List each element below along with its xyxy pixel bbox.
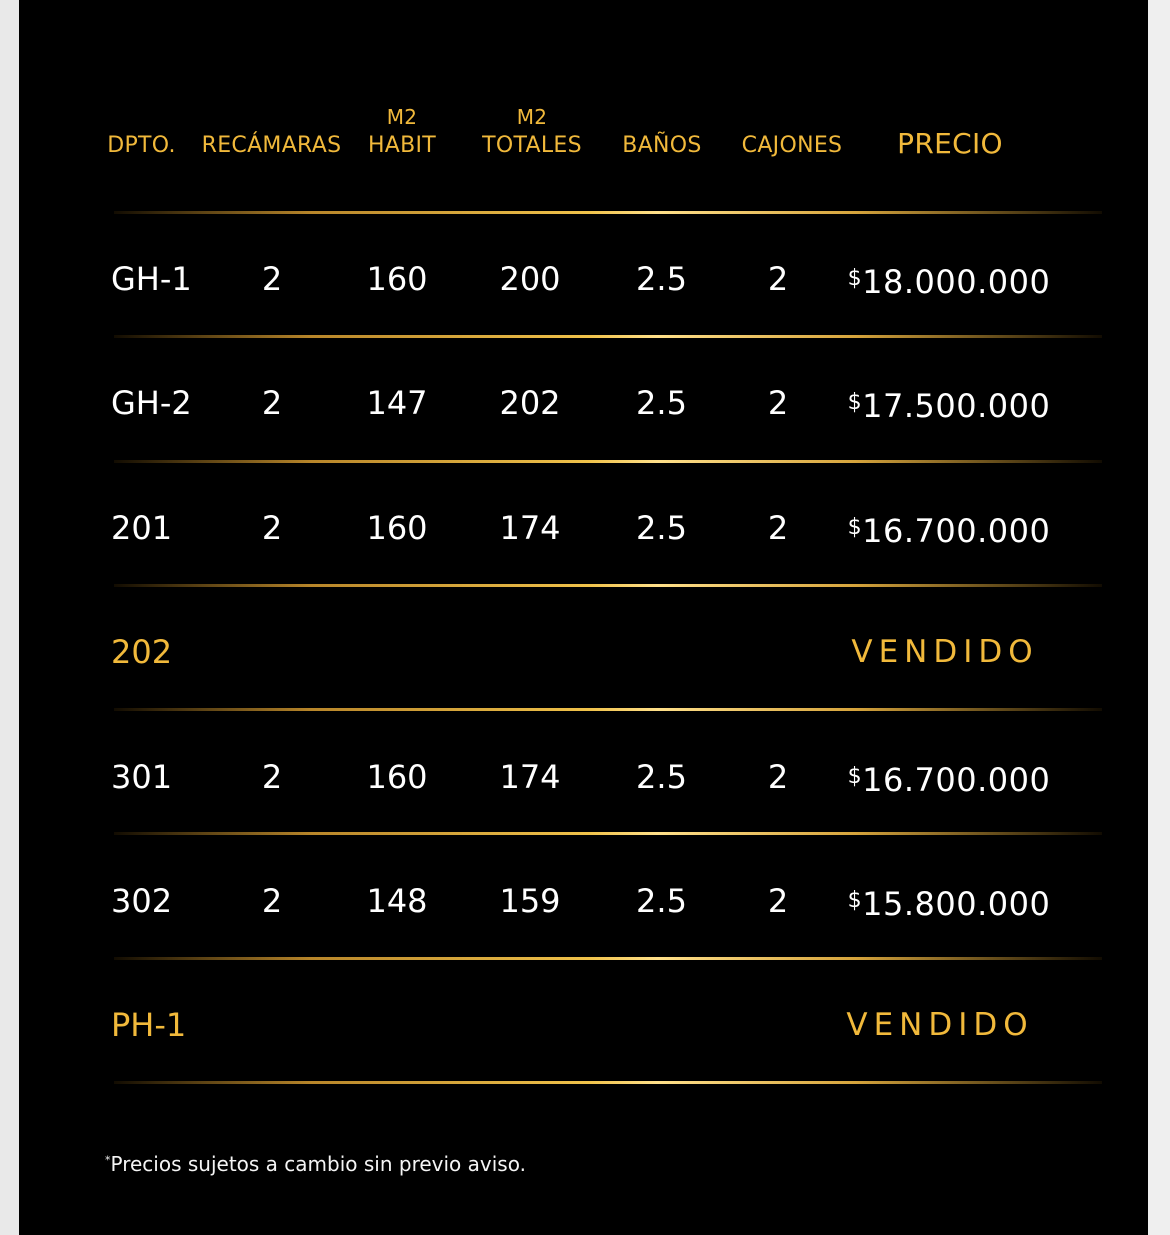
cell-m2-habit: 148 (366, 882, 428, 920)
cell-m2-totales: 159 (499, 882, 561, 920)
cell-banos: 2.5 (636, 758, 687, 796)
table-row (19, 259, 1148, 299)
header-m2-habit (354, 103, 450, 161)
header-recamaras: RECÁMARAS (201, 133, 342, 158)
sold-label: VENDIDO (851, 634, 1039, 670)
cell-recamaras: 2 (261, 758, 283, 796)
cell-dpto: 201 (111, 509, 173, 547)
price-list-page (19, 0, 1148, 1235)
currency-symbol: $ (847, 515, 863, 540)
header-dpto: DPTO. (107, 133, 176, 158)
cell-m2-habit: 160 (366, 260, 428, 298)
cell-recamaras: 2 (261, 509, 283, 547)
cell-recamaras: 2 (261, 260, 283, 298)
cell-banos: 2.5 (636, 509, 687, 547)
price-value: 16.700.000 (862, 512, 1051, 550)
cell-m2-totales: 174 (499, 758, 561, 796)
cell-m2-totales: 174 (499, 509, 561, 547)
divider (114, 211, 1102, 214)
table-row-sold (19, 632, 1148, 672)
cell-precio (834, 508, 1064, 551)
currency-symbol: $ (847, 764, 863, 789)
price-value: 17.500.000 (862, 387, 1051, 425)
header-cajones: CAJONES (741, 133, 843, 158)
cell-m2-totales: 202 (499, 384, 561, 422)
header-m2-habit-unit: M2 (386, 105, 418, 129)
cell-m2-habit: 147 (366, 384, 428, 422)
cell-precio (834, 881, 1064, 924)
cell-cajones: 2 (767, 509, 789, 547)
cell-precio (834, 757, 1064, 800)
header-banos: BAÑOS (622, 133, 702, 158)
price-value: 16.700.000 (862, 761, 1051, 799)
header-m2-habit-label: HABIT (367, 133, 437, 158)
divider (114, 832, 1102, 835)
table-row-sold (19, 1005, 1148, 1045)
cell-m2-habit: 160 (366, 758, 428, 796)
price-value: 15.800.000 (862, 885, 1051, 923)
cell-cajones: 2 (767, 384, 789, 422)
cell-dpto: GH-2 (111, 384, 192, 422)
divider (114, 460, 1102, 463)
cell-banos: 2.5 (636, 384, 687, 422)
cell-m2-totales: 200 (499, 260, 561, 298)
header-m2-totales (469, 103, 595, 161)
divider (114, 957, 1102, 960)
footnote-marker: * (105, 1153, 111, 1167)
cell-precio (834, 259, 1064, 302)
cell-dpto: GH-1 (111, 260, 192, 298)
cell-dpto: PH-1 (111, 1006, 187, 1044)
cell-m2-habit: 160 (366, 509, 428, 547)
divider (114, 708, 1102, 711)
cell-banos: 2.5 (636, 260, 687, 298)
cell-precio (834, 383, 1064, 426)
divider (114, 584, 1102, 587)
header-m2-totales-label: TOTALES (482, 133, 582, 158)
currency-symbol: $ (847, 266, 863, 291)
cell-banos: 2.5 (636, 882, 687, 920)
cell-dpto: 202 (111, 633, 173, 671)
cell-recamaras: 2 (261, 384, 283, 422)
cell-recamaras: 2 (261, 882, 283, 920)
divider (114, 1081, 1102, 1084)
currency-symbol: $ (847, 888, 863, 913)
cell-dpto: 302 (111, 882, 173, 920)
divider (114, 335, 1102, 338)
table-row (19, 383, 1148, 423)
sold-label: VENDIDO (846, 1007, 1034, 1043)
header-m2-totales-unit: M2 (516, 105, 548, 129)
cell-dpto: 301 (111, 758, 173, 796)
cell-cajones: 2 (767, 882, 789, 920)
footnote (105, 1152, 526, 1176)
table-row (19, 757, 1148, 797)
cell-cajones: 2 (767, 260, 789, 298)
table-row (19, 508, 1148, 548)
page-gutter (1148, 0, 1170, 1235)
price-value: 18.000.000 (862, 263, 1051, 301)
footnote-text: Precios sujetos a cambio sin previo aviso. (110, 1152, 526, 1176)
header-precio: PRECIO (897, 127, 1003, 160)
cell-cajones: 2 (767, 758, 789, 796)
currency-symbol: $ (847, 390, 863, 415)
table-row (19, 881, 1148, 921)
